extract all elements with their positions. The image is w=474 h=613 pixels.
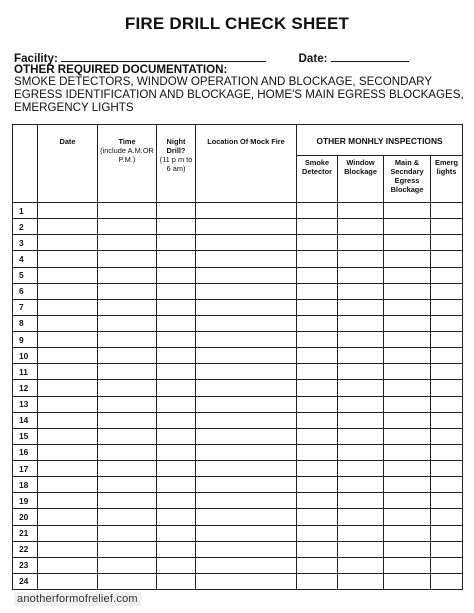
entry-cell[interactable]	[297, 557, 338, 573]
entry-cell[interactable]	[38, 203, 98, 219]
entry-cell[interactable]	[384, 412, 431, 428]
entry-cell[interactable]	[98, 412, 157, 428]
entry-cell[interactable]	[384, 396, 431, 412]
row-number: 1	[13, 203, 38, 219]
entry-cell[interactable]	[431, 251, 463, 267]
entry-cell[interactable]	[297, 412, 338, 428]
emergency-lights-column-header: Emerg lights	[431, 156, 463, 203]
row-number: 23	[13, 557, 38, 573]
entry-cell[interactable]	[196, 203, 297, 219]
entry-cell[interactable]	[297, 332, 338, 348]
row-number: 18	[13, 477, 38, 493]
entry-cell[interactable]	[384, 541, 431, 557]
entry-cell[interactable]	[157, 235, 196, 251]
entry-cell[interactable]	[431, 315, 463, 331]
entry-cell[interactable]	[338, 573, 384, 589]
entry-cell[interactable]	[98, 525, 157, 541]
row-number: 12	[13, 380, 38, 396]
entry-cell[interactable]	[38, 541, 98, 557]
table-row	[13, 509, 463, 525]
table-row	[13, 380, 463, 396]
entry-cell[interactable]	[431, 477, 463, 493]
entry-cell[interactable]	[157, 364, 196, 380]
entry-cell[interactable]	[157, 461, 196, 477]
table-row	[13, 364, 463, 380]
location-column-header: Location Of Mock Fire	[196, 125, 297, 203]
entry-cell[interactable]	[98, 203, 157, 219]
entry-cell[interactable]	[384, 525, 431, 541]
entry-cell[interactable]	[338, 428, 384, 444]
time-header-label: Time	[118, 137, 136, 146]
entry-cell[interactable]	[157, 251, 196, 267]
entry-cell[interactable]	[431, 299, 463, 315]
entry-cell[interactable]	[157, 299, 196, 315]
table-row	[13, 267, 463, 283]
entry-cell[interactable]	[196, 461, 297, 477]
entry-cell[interactable]	[38, 380, 98, 396]
row-number: 16	[13, 444, 38, 460]
entry-cell[interactable]	[431, 219, 463, 235]
entry-cell[interactable]	[157, 573, 196, 589]
entry-cell[interactable]	[297, 235, 338, 251]
facility-label: Facility:	[14, 52, 58, 65]
entry-cell[interactable]	[338, 525, 384, 541]
entry-cell[interactable]	[297, 525, 338, 541]
row-number: 11	[13, 364, 38, 380]
night-drill-header-note: (11 p m to 6 am)	[159, 155, 193, 173]
entry-cell[interactable]	[157, 525, 196, 541]
entry-cell[interactable]	[431, 203, 463, 219]
entry-cell[interactable]	[98, 493, 157, 509]
entry-cell[interactable]	[38, 477, 98, 493]
entry-cell[interactable]	[196, 428, 297, 444]
row-number: 5	[13, 267, 38, 283]
entry-cell[interactable]	[384, 315, 431, 331]
entry-cell[interactable]	[297, 219, 338, 235]
entry-cell[interactable]	[38, 525, 98, 541]
entry-cell[interactable]	[98, 428, 157, 444]
entry-cell[interactable]	[98, 299, 157, 315]
entry-cell[interactable]	[384, 267, 431, 283]
entry-cell[interactable]	[157, 348, 196, 364]
entry-cell[interactable]	[38, 283, 98, 299]
entry-cell[interactable]	[338, 493, 384, 509]
egress-blockage-column-header: Main & Secndary Egress Blockage	[384, 156, 431, 203]
entry-cell[interactable]	[196, 283, 297, 299]
entry-cell[interactable]	[431, 461, 463, 477]
entry-cell[interactable]	[297, 509, 338, 525]
entry-cell[interactable]	[384, 380, 431, 396]
entry-cell[interactable]	[38, 444, 98, 460]
table-row	[13, 525, 463, 541]
entry-cell[interactable]	[338, 461, 384, 477]
entry-cell[interactable]	[297, 493, 338, 509]
table-row	[13, 251, 463, 267]
entry-cell[interactable]	[196, 541, 297, 557]
entry-cell[interactable]	[431, 235, 463, 251]
page-title: FIRE DRILL CHECK SHEET	[124, 14, 350, 33]
entry-cell[interactable]	[196, 267, 297, 283]
entry-cell[interactable]	[38, 251, 98, 267]
entry-cell[interactable]	[38, 493, 98, 509]
table-row	[13, 461, 463, 477]
entry-cell[interactable]	[196, 380, 297, 396]
entry-cell[interactable]	[338, 348, 384, 364]
row-number: 2	[13, 219, 38, 235]
date-label: Date:	[298, 52, 328, 65]
table-row	[13, 299, 463, 315]
entry-cell[interactable]	[98, 219, 157, 235]
entry-cell[interactable]	[196, 251, 297, 267]
entry-cell[interactable]	[196, 364, 297, 380]
table-row	[13, 203, 463, 219]
entry-cell[interactable]	[38, 412, 98, 428]
entry-cell[interactable]	[338, 412, 384, 428]
entry-cell[interactable]	[98, 477, 157, 493]
entry-cell[interactable]	[338, 509, 384, 525]
entry-cell[interactable]	[338, 541, 384, 557]
row-number: 19	[13, 493, 38, 509]
entry-cell[interactable]	[297, 348, 338, 364]
entry-cell[interactable]	[38, 299, 98, 315]
entry-cell[interactable]	[297, 541, 338, 557]
row-number: 3	[13, 235, 38, 251]
entry-cell[interactable]	[98, 396, 157, 412]
entry-cell[interactable]	[196, 219, 297, 235]
entry-cell[interactable]	[431, 364, 463, 380]
entry-cell[interactable]	[384, 251, 431, 267]
entry-cell[interactable]	[98, 573, 157, 589]
entry-cell[interactable]	[98, 332, 157, 348]
entry-cell[interactable]	[384, 573, 431, 589]
entry-cell[interactable]	[338, 315, 384, 331]
entry-cell[interactable]	[38, 428, 98, 444]
entry-cell[interactable]	[431, 380, 463, 396]
table-row	[13, 412, 463, 428]
entry-cell[interactable]	[431, 444, 463, 460]
entry-cell[interactable]	[431, 428, 463, 444]
row-number: 9	[13, 332, 38, 348]
date-field[interactable]	[331, 50, 409, 62]
entry-cell[interactable]	[196, 396, 297, 412]
entry-cell[interactable]	[38, 267, 98, 283]
entry-cell[interactable]	[338, 235, 384, 251]
entry-cell[interactable]	[98, 444, 157, 460]
entry-cell[interactable]	[157, 557, 196, 573]
entry-cell[interactable]	[38, 509, 98, 525]
entry-cell[interactable]	[297, 396, 338, 412]
entry-cell[interactable]	[297, 283, 338, 299]
documentation-heading: OTHER REQUIRED DOCUMENTATION:	[14, 63, 228, 76]
entry-cell[interactable]	[384, 493, 431, 509]
entry-cell[interactable]	[196, 493, 297, 509]
entry-cell[interactable]	[384, 283, 431, 299]
table-row	[13, 444, 463, 460]
entry-cell[interactable]	[384, 235, 431, 251]
table-row	[13, 396, 463, 412]
time-column-header	[98, 125, 157, 203]
row-number: 17	[13, 461, 38, 477]
entry-cell[interactable]	[196, 557, 297, 573]
entry-cell[interactable]	[431, 283, 463, 299]
table-row	[13, 235, 463, 251]
entry-cell[interactable]	[196, 525, 297, 541]
entry-cell[interactable]	[196, 315, 297, 331]
entry-cell[interactable]	[431, 267, 463, 283]
row-number: 22	[13, 541, 38, 557]
entry-cell[interactable]	[157, 428, 196, 444]
row-number: 6	[13, 283, 38, 299]
documentation-line-1: SMOKE DETECTORS, WINDOW OPERATION AND BLOCKAGE, SECONDARY	[14, 75, 433, 88]
entry-cell[interactable]	[98, 557, 157, 573]
entry-cell[interactable]	[297, 203, 338, 219]
row-number: 21	[13, 525, 38, 541]
entry-cell[interactable]	[338, 203, 384, 219]
entry-cell[interactable]	[384, 509, 431, 525]
entry-cell[interactable]	[38, 573, 98, 589]
entry-cell[interactable]	[297, 251, 338, 267]
table-row	[13, 332, 463, 348]
entry-cell[interactable]	[157, 396, 196, 412]
entry-cell[interactable]	[157, 477, 196, 493]
entry-cell[interactable]	[196, 235, 297, 251]
row-number: 4	[13, 251, 38, 267]
entry-cell[interactable]	[384, 557, 431, 573]
entry-cell[interactable]	[297, 299, 338, 315]
date-column-header: Date	[38, 125, 98, 203]
entry-cell[interactable]	[338, 477, 384, 493]
smoke-detector-column-header: Smoke Detector	[297, 156, 338, 203]
entry-cell[interactable]	[297, 444, 338, 460]
entry-cell[interactable]	[384, 364, 431, 380]
entry-cell[interactable]	[98, 235, 157, 251]
entry-cell[interactable]	[157, 267, 196, 283]
table-row	[13, 428, 463, 444]
entry-cell[interactable]	[38, 364, 98, 380]
table-row	[13, 573, 463, 589]
table-row	[13, 283, 463, 299]
entry-cell[interactable]	[38, 348, 98, 364]
entry-cell[interactable]	[38, 219, 98, 235]
row-number-header	[13, 125, 38, 203]
entry-cell[interactable]	[384, 203, 431, 219]
row-number: 20	[13, 509, 38, 525]
entry-cell[interactable]	[157, 332, 196, 348]
entry-cell[interactable]	[38, 235, 98, 251]
window-blockage-column-header: Window Blockage	[338, 156, 384, 203]
entry-cell[interactable]	[431, 332, 463, 348]
entry-cell[interactable]	[38, 396, 98, 412]
entry-cell[interactable]	[338, 380, 384, 396]
table-row	[13, 477, 463, 493]
time-header-note: (include A.M.OR P.M.)	[100, 146, 154, 164]
entry-cell[interactable]	[338, 251, 384, 267]
entry-cell[interactable]	[431, 509, 463, 525]
entry-cell[interactable]	[431, 396, 463, 412]
entry-cell[interactable]	[196, 444, 297, 460]
entry-cell[interactable]	[157, 315, 196, 331]
entry-cell[interactable]	[431, 525, 463, 541]
entry-cell[interactable]	[196, 509, 297, 525]
entry-cell[interactable]	[38, 315, 98, 331]
entry-cell[interactable]	[297, 380, 338, 396]
entry-cell[interactable]	[384, 219, 431, 235]
entry-cell[interactable]	[157, 541, 196, 557]
entry-cell[interactable]	[384, 299, 431, 315]
entry-cell[interactable]	[98, 348, 157, 364]
table-row	[13, 219, 463, 235]
entry-cell[interactable]	[338, 396, 384, 412]
entry-cell[interactable]	[338, 267, 384, 283]
entry-cell[interactable]	[157, 509, 196, 525]
entry-cell[interactable]	[196, 348, 297, 364]
entry-cell[interactable]	[431, 412, 463, 428]
entry-cell[interactable]	[297, 364, 338, 380]
table-row	[13, 493, 463, 509]
drill-log-table	[12, 124, 463, 590]
entry-cell[interactable]	[338, 557, 384, 573]
entry-cell[interactable]	[38, 461, 98, 477]
entry-cell[interactable]	[157, 412, 196, 428]
row-number: 10	[13, 348, 38, 364]
entry-cell[interactable]	[431, 557, 463, 573]
entry-cell[interactable]	[431, 348, 463, 364]
entry-cell[interactable]	[431, 493, 463, 509]
entry-cell[interactable]	[196, 477, 297, 493]
entry-cell[interactable]	[338, 299, 384, 315]
night-drill-header-label: Night Drill?	[166, 137, 186, 155]
entry-cell[interactable]	[196, 332, 297, 348]
row-number: 15	[13, 428, 38, 444]
entry-cell[interactable]	[431, 541, 463, 557]
row-number: 8	[13, 315, 38, 331]
entry-cell[interactable]	[297, 477, 338, 493]
entry-cell[interactable]	[98, 541, 157, 557]
entry-cell[interactable]	[431, 573, 463, 589]
table-row	[13, 557, 463, 573]
entry-cell[interactable]	[157, 219, 196, 235]
entry-cell[interactable]	[98, 461, 157, 477]
entry-cell[interactable]	[196, 573, 297, 589]
table-row	[13, 541, 463, 557]
entry-cell[interactable]	[384, 332, 431, 348]
row-number: 14	[13, 412, 38, 428]
entry-cell[interactable]	[338, 364, 384, 380]
entry-cell[interactable]	[384, 477, 431, 493]
entry-cell[interactable]	[98, 251, 157, 267]
facility-field[interactable]	[61, 50, 266, 62]
documentation-line-2: EGRESS IDENTIFICATION AND BLOCKAGE, HOME'S MAIN EGRESS BLOCKAGES,	[14, 88, 464, 101]
table-row	[13, 315, 463, 331]
entry-cell[interactable]	[297, 461, 338, 477]
entry-cell[interactable]	[98, 315, 157, 331]
entry-cell[interactable]	[98, 267, 157, 283]
monthly-inspections-group-header: OTHER MONHLY INSPECTIONS	[297, 125, 463, 156]
entry-cell[interactable]	[338, 283, 384, 299]
row-number: 13	[13, 396, 38, 412]
entry-cell[interactable]	[384, 348, 431, 364]
entry-cell[interactable]	[384, 461, 431, 477]
entry-cell[interactable]	[98, 380, 157, 396]
entry-cell[interactable]	[196, 299, 297, 315]
source-watermark: anotherformofrelief.com	[14, 592, 141, 606]
entry-cell[interactable]	[157, 203, 196, 219]
table-row	[13, 348, 463, 364]
entry-cell[interactable]	[38, 557, 98, 573]
entry-cell[interactable]	[98, 509, 157, 525]
entry-cell[interactable]	[98, 283, 157, 299]
entry-cell[interactable]	[157, 380, 196, 396]
night-drill-column-header	[157, 125, 196, 203]
entry-cell[interactable]	[338, 332, 384, 348]
entry-cell[interactable]	[157, 444, 196, 460]
row-number: 7	[13, 299, 38, 315]
entry-cell[interactable]	[98, 364, 157, 380]
entry-cell[interactable]	[157, 283, 196, 299]
entry-cell[interactable]	[157, 493, 196, 509]
entry-cell[interactable]	[338, 444, 384, 460]
entry-cell[interactable]	[338, 219, 384, 235]
entry-cell[interactable]	[384, 428, 431, 444]
entry-cell[interactable]	[384, 444, 431, 460]
entry-cell[interactable]	[38, 332, 98, 348]
row-number: 24	[13, 573, 38, 589]
entry-cell[interactable]	[297, 315, 338, 331]
documentation-line-3: EMERGENCY LIGHTS	[14, 101, 134, 114]
entry-cell[interactable]	[297, 428, 338, 444]
entry-cell[interactable]	[196, 412, 297, 428]
entry-cell[interactable]	[297, 573, 338, 589]
entry-cell[interactable]	[297, 267, 338, 283]
